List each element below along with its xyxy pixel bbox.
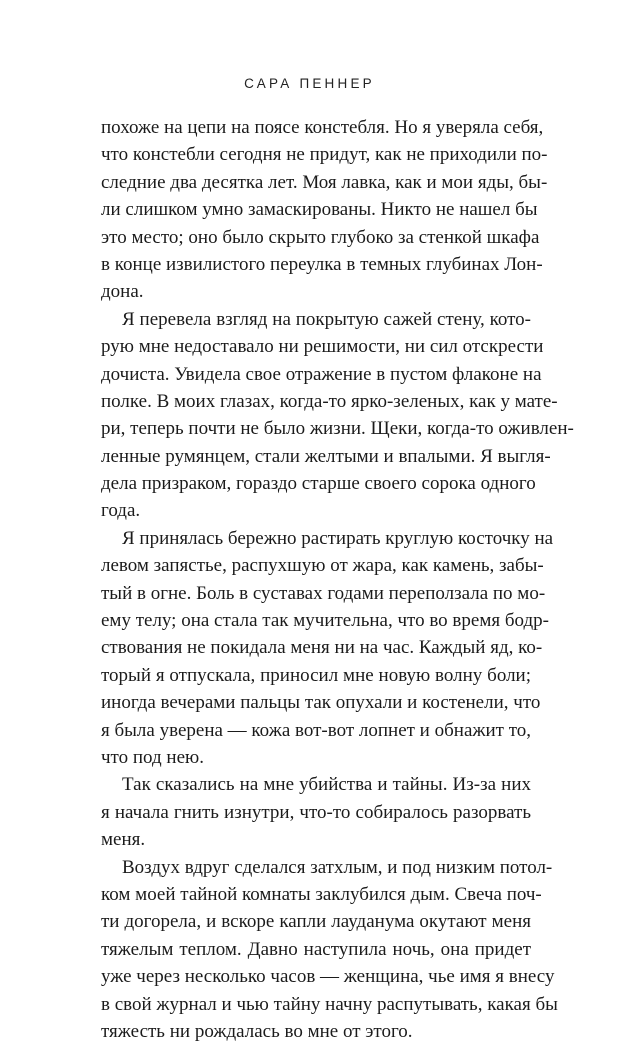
text-line: года. (101, 500, 141, 522)
text-line: торый я отпускала, приносил мне новую волну боли; (101, 664, 531, 686)
body-text (101, 114, 574, 1045)
text-line: ти догорела, и вскоре капли лауданума окутают меня (101, 911, 531, 933)
text-line: ему телу; она стала так мучительна, что во время бодр- (101, 610, 549, 632)
text-line: что констебли сегодня не придут, как не приходили по- (101, 144, 548, 166)
text-line: полке. В моих глазах, когда-то ярко-зеленых, как у мате- (101, 390, 558, 412)
text-line: я была уверена — кожа вот-вот лопнет и обнажит то, (101, 719, 532, 741)
text-line: это место; оно было скрыто глубоко за стенкой шкафа (101, 226, 540, 248)
text-line: ленные румянцем, стали желтыми и впалыми. Я выгля- (101, 445, 551, 467)
text-line: ри, теперь почти не было жизни. Щеки, когда-то оживлен- (101, 418, 574, 440)
text-line: похоже на цепи на поясе констебля. Но я уверяла себя, (101, 117, 544, 138)
text-line: дела призраком, гораздо старше своего сорока одного (101, 473, 536, 495)
text-line: тый в огне. Боль в суставах годами переползала по мо- (101, 582, 546, 604)
text-line: ли слишком умно замаскированы. Никто не нашел бы (101, 199, 538, 221)
text-line: иногда вечерами пальцы так опухали и костенели, что (101, 692, 541, 714)
text-line: тяжелым теплом. Давно наступила ночь, она придет (101, 938, 531, 960)
text-line: я начала гнить изнутри, что-то собиралось разорвать (101, 801, 531, 823)
text-line: что под нею. (101, 746, 204, 768)
text-line: меня. (101, 829, 146, 851)
text-line: Так сказались на мне убийства и тайны. Из-за них (122, 774, 531, 796)
text-line: левом запястье, распухшую от жара, как камень, забы- (101, 555, 544, 577)
text-line: тяжесть ни рождалась во мне от этого. (101, 1020, 413, 1042)
running-title: САРА ПЕННЕР (244, 76, 375, 91)
text-line: следние два десятка лет. Моя лавка, как и мои яды, бы- (101, 171, 548, 193)
text-line: в свой журнал и чью тайну начну распутывать, какая бы (101, 993, 558, 1015)
text-line: дона. (101, 281, 144, 303)
text-line: в конце извилистого переулка в темных глубинах Лон- (101, 253, 543, 275)
text-line: Я перевела взгляд на покрытую сажей стену, кото- (122, 308, 531, 330)
text-line: дочиста. Увидела свое отражение в пустом флаконе на (101, 363, 542, 385)
text-line: Я принялась бережно растирать круглую косточку на (122, 527, 554, 549)
text-line: ком моей тайной комнаты заклубился дым. Свеча поч- (101, 883, 542, 905)
text-line: Воздух вдруг сделался затхлым, и под низким потол- (122, 856, 553, 878)
text-line: уже через несколько часов — женщина, чье имя я внесу (101, 966, 555, 988)
text-line: рую мне недоставало ни решимости, ни сил отскрести (101, 336, 544, 358)
text-line: ствования не покидала меня ни на час. Каждый яд, ко- (101, 637, 543, 659)
